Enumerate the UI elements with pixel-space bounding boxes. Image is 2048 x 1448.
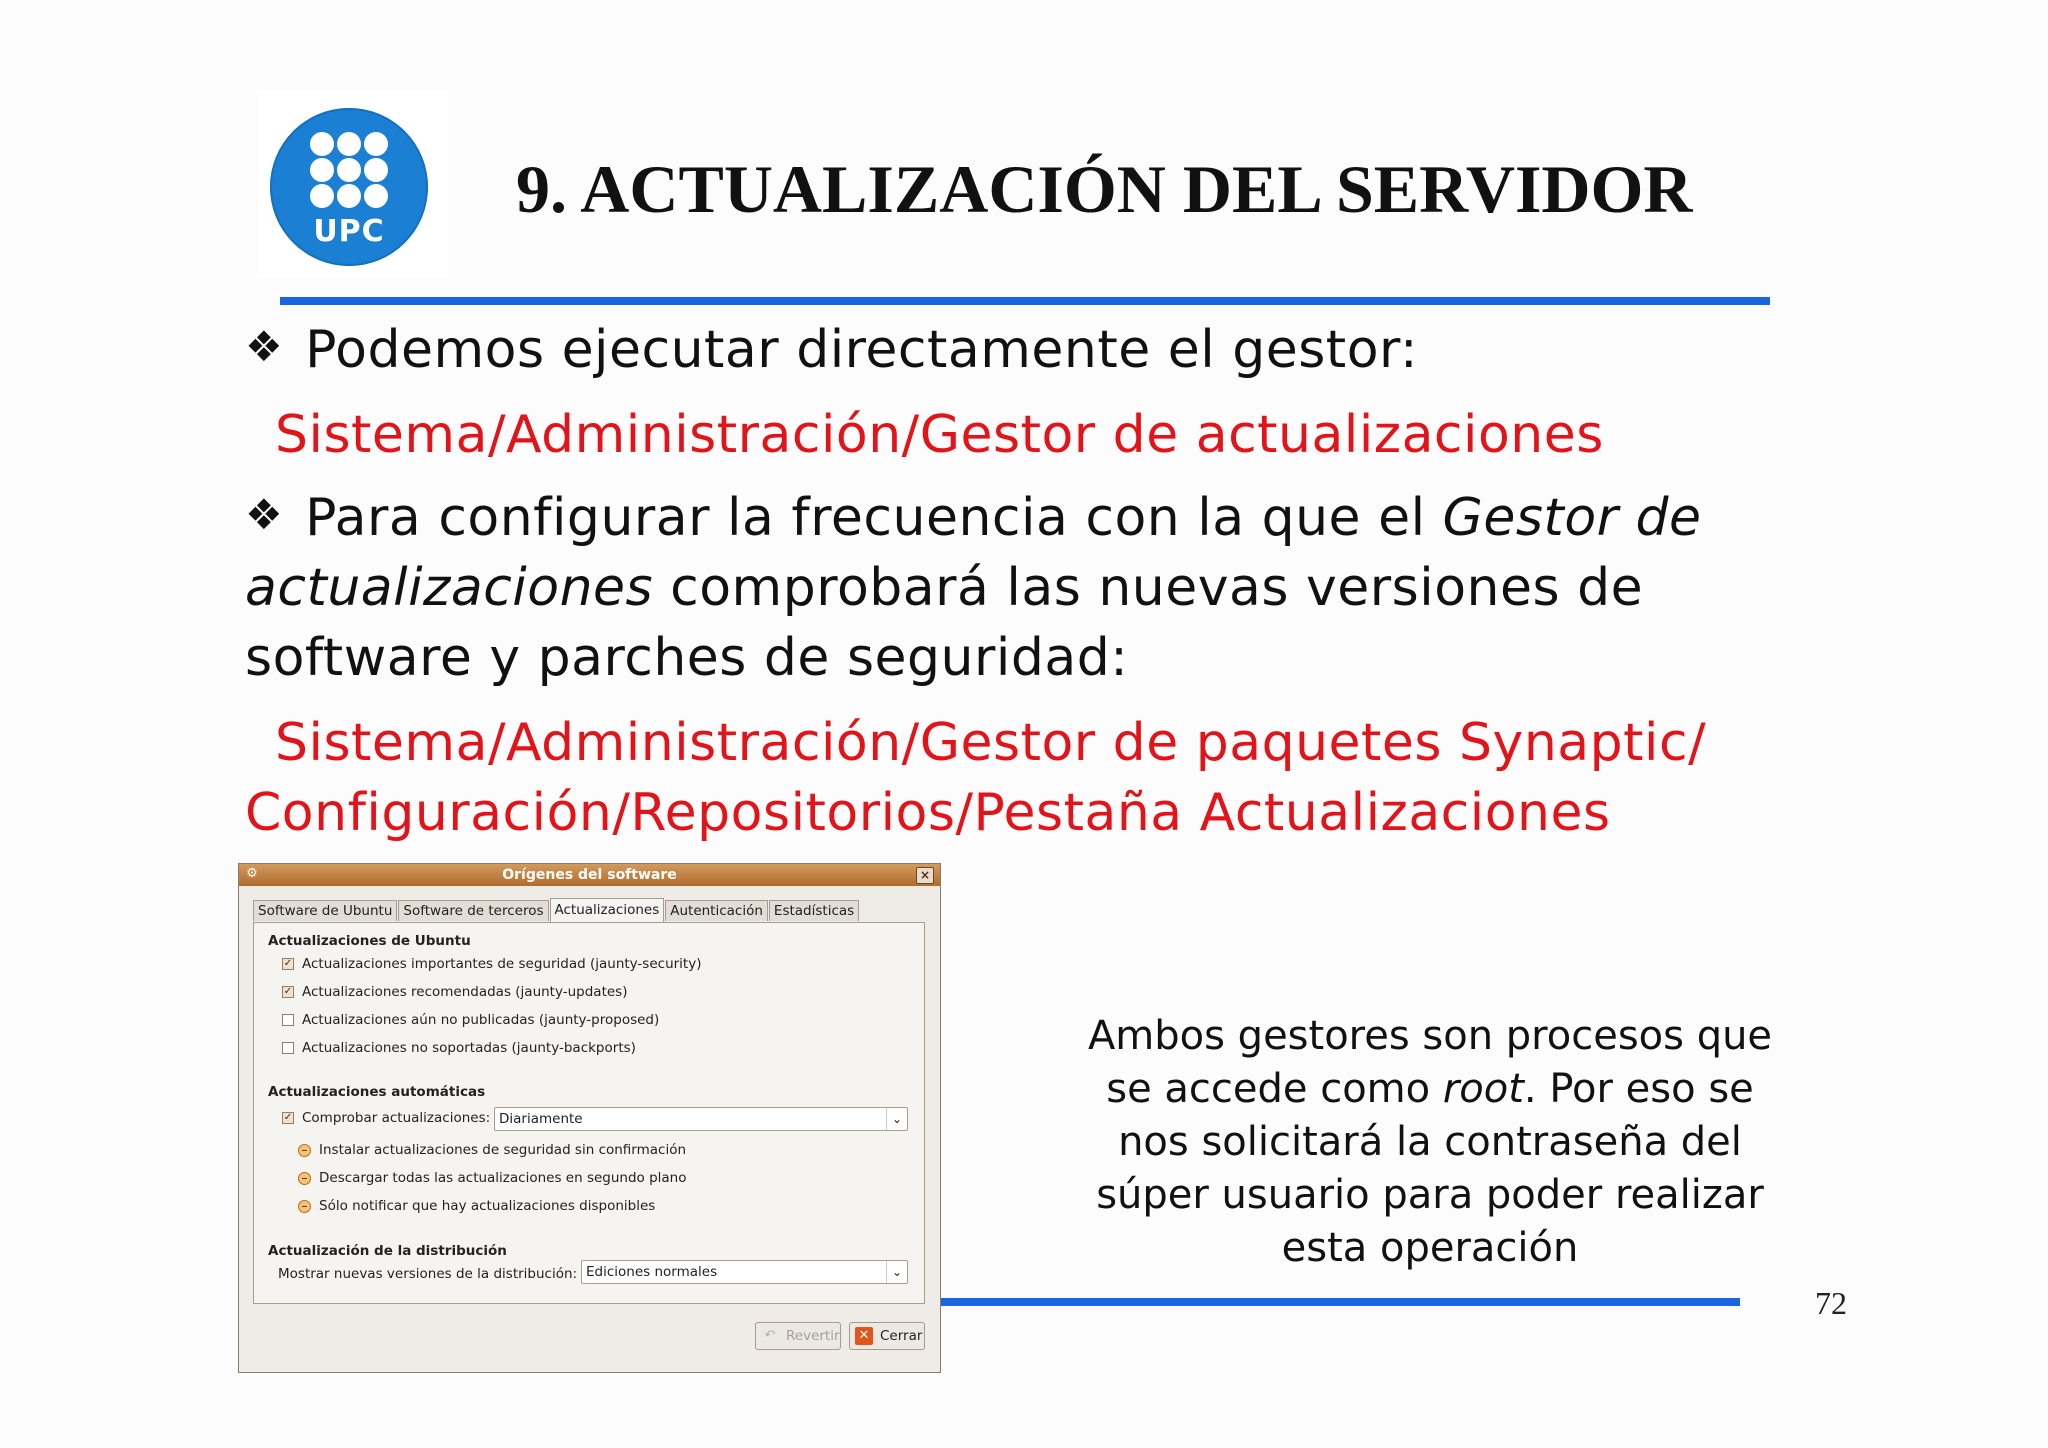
page-number: 72 [1815,1285,1847,1321]
checkbox-checked[interactable]: ✓ [283,958,293,969]
upc-logo [270,108,428,266]
section-ubuntu-updates: Actualizaciones de Ubuntu [268,933,471,949]
tab-bar [253,900,860,922]
dialog-titlebar [239,864,940,886]
title-rule [280,297,1770,305]
tab-statistics[interactable]: Estadísticas [769,900,859,921]
revert-button[interactable]: ↶ Revertir [755,1322,841,1350]
bullet-icon: ❖ [245,322,284,371]
bullet-2-line-1: ❖ Para configurar la frecuencia con la que el Gestor de [245,488,1702,548]
software-sources-dialog [238,863,941,1373]
bullet-icon: ❖ [245,490,284,539]
note-text: Ambos gestores son procesos que se accede como root. Por eso se nos solicitará la contraseña del súper usuario para poder realizar esta operación [1087,1013,1773,1271]
tab-authentication[interactable]: Autenticación [665,900,768,921]
dialog-title: Orígenes del software [502,867,677,883]
checkbox-checked[interactable]: ✓ [283,1112,293,1123]
radio-inconsistent[interactable] [298,1172,311,1185]
bullet-1: ❖ Podemos ejecutar directamente el gestor: [245,320,1418,380]
radio-download-background[interactable]: Descargar todas las actualizaciones en segundo plano [298,1170,687,1186]
radio-inconsistent[interactable] [298,1144,311,1157]
tab-updates[interactable]: Actualizaciones [550,898,665,923]
close-icon[interactable]: × [916,867,934,884]
distribution-label: Mostrar nuevas versiones de la distribución: [278,1266,578,1282]
check-security[interactable]: ✓ Actualizaciones importantes de seguridad (jaunty-security) [283,956,702,972]
section-distribution-update: Actualización de la distribución [268,1243,507,1259]
check-backports[interactable]: Actualizaciones no soportadas (jaunty-backports) [282,1040,636,1056]
checkbox-unchecked[interactable] [282,1042,294,1054]
bottom-rule [940,1298,1740,1306]
update-frequency-combo[interactable]: Diariamente ⌄ [494,1107,908,1131]
path-updates-manager: Sistema/Administración/Gestor de actualizaciones [275,405,1604,465]
radio-notify-only[interactable]: Sólo notificar que hay actualizaciones disponibles [298,1198,655,1214]
check-auto-updates[interactable]: ✓ Comprobar actualizaciones: [283,1110,491,1126]
radio-inconsistent[interactable] [298,1200,311,1213]
tab-third-party-software[interactable]: Software de terceros [398,900,548,921]
section-automatic-updates: Actualizaciones automáticas [268,1084,486,1100]
distribution-combo[interactable]: Ediciones normales ⌄ [581,1260,908,1284]
updates-panel [253,922,925,1304]
slide-title: 9. ACTUALIZACIÓN DEL SERVIDOR [516,151,1693,227]
tab-ubuntu-software[interactable]: Software de Ubuntu [253,900,397,921]
window-menu-icon[interactable]: ⚙ [246,866,258,881]
checkbox-unchecked[interactable] [282,1014,294,1026]
checkbox-checked[interactable]: ✓ [283,986,293,997]
logo-text: UPC [313,214,385,249]
path-synaptic-line-2: Configuración/Repositorios/Pestaña Actualizaciones [245,783,1611,843]
revert-icon: ↶ [764,1328,776,1343]
check-recommended[interactable]: ✓ Actualizaciones recomendadas (jaunty-updates) [283,984,628,1000]
check-proposed[interactable]: Actualizaciones aún no publicadas (jaunty-proposed) [282,1012,659,1028]
bullet-2-line-3: software y parches de seguridad: [245,628,1129,688]
radio-install-security[interactable]: Instalar actualizaciones de seguridad sin confirmación [298,1142,686,1158]
chevron-down-icon: ⌄ [886,1108,907,1130]
close-button[interactable]: ✕ Cerrar [849,1322,925,1350]
path-synaptic-line-1: Sistema/Administración/Gestor de paquetes Synaptic/ [275,713,1707,773]
close-icon: ✕ [855,1327,873,1345]
bullet-2-line-2: actualizaciones comprobará las nuevas versiones de [245,558,1644,618]
chevron-down-icon: ⌄ [886,1261,907,1283]
